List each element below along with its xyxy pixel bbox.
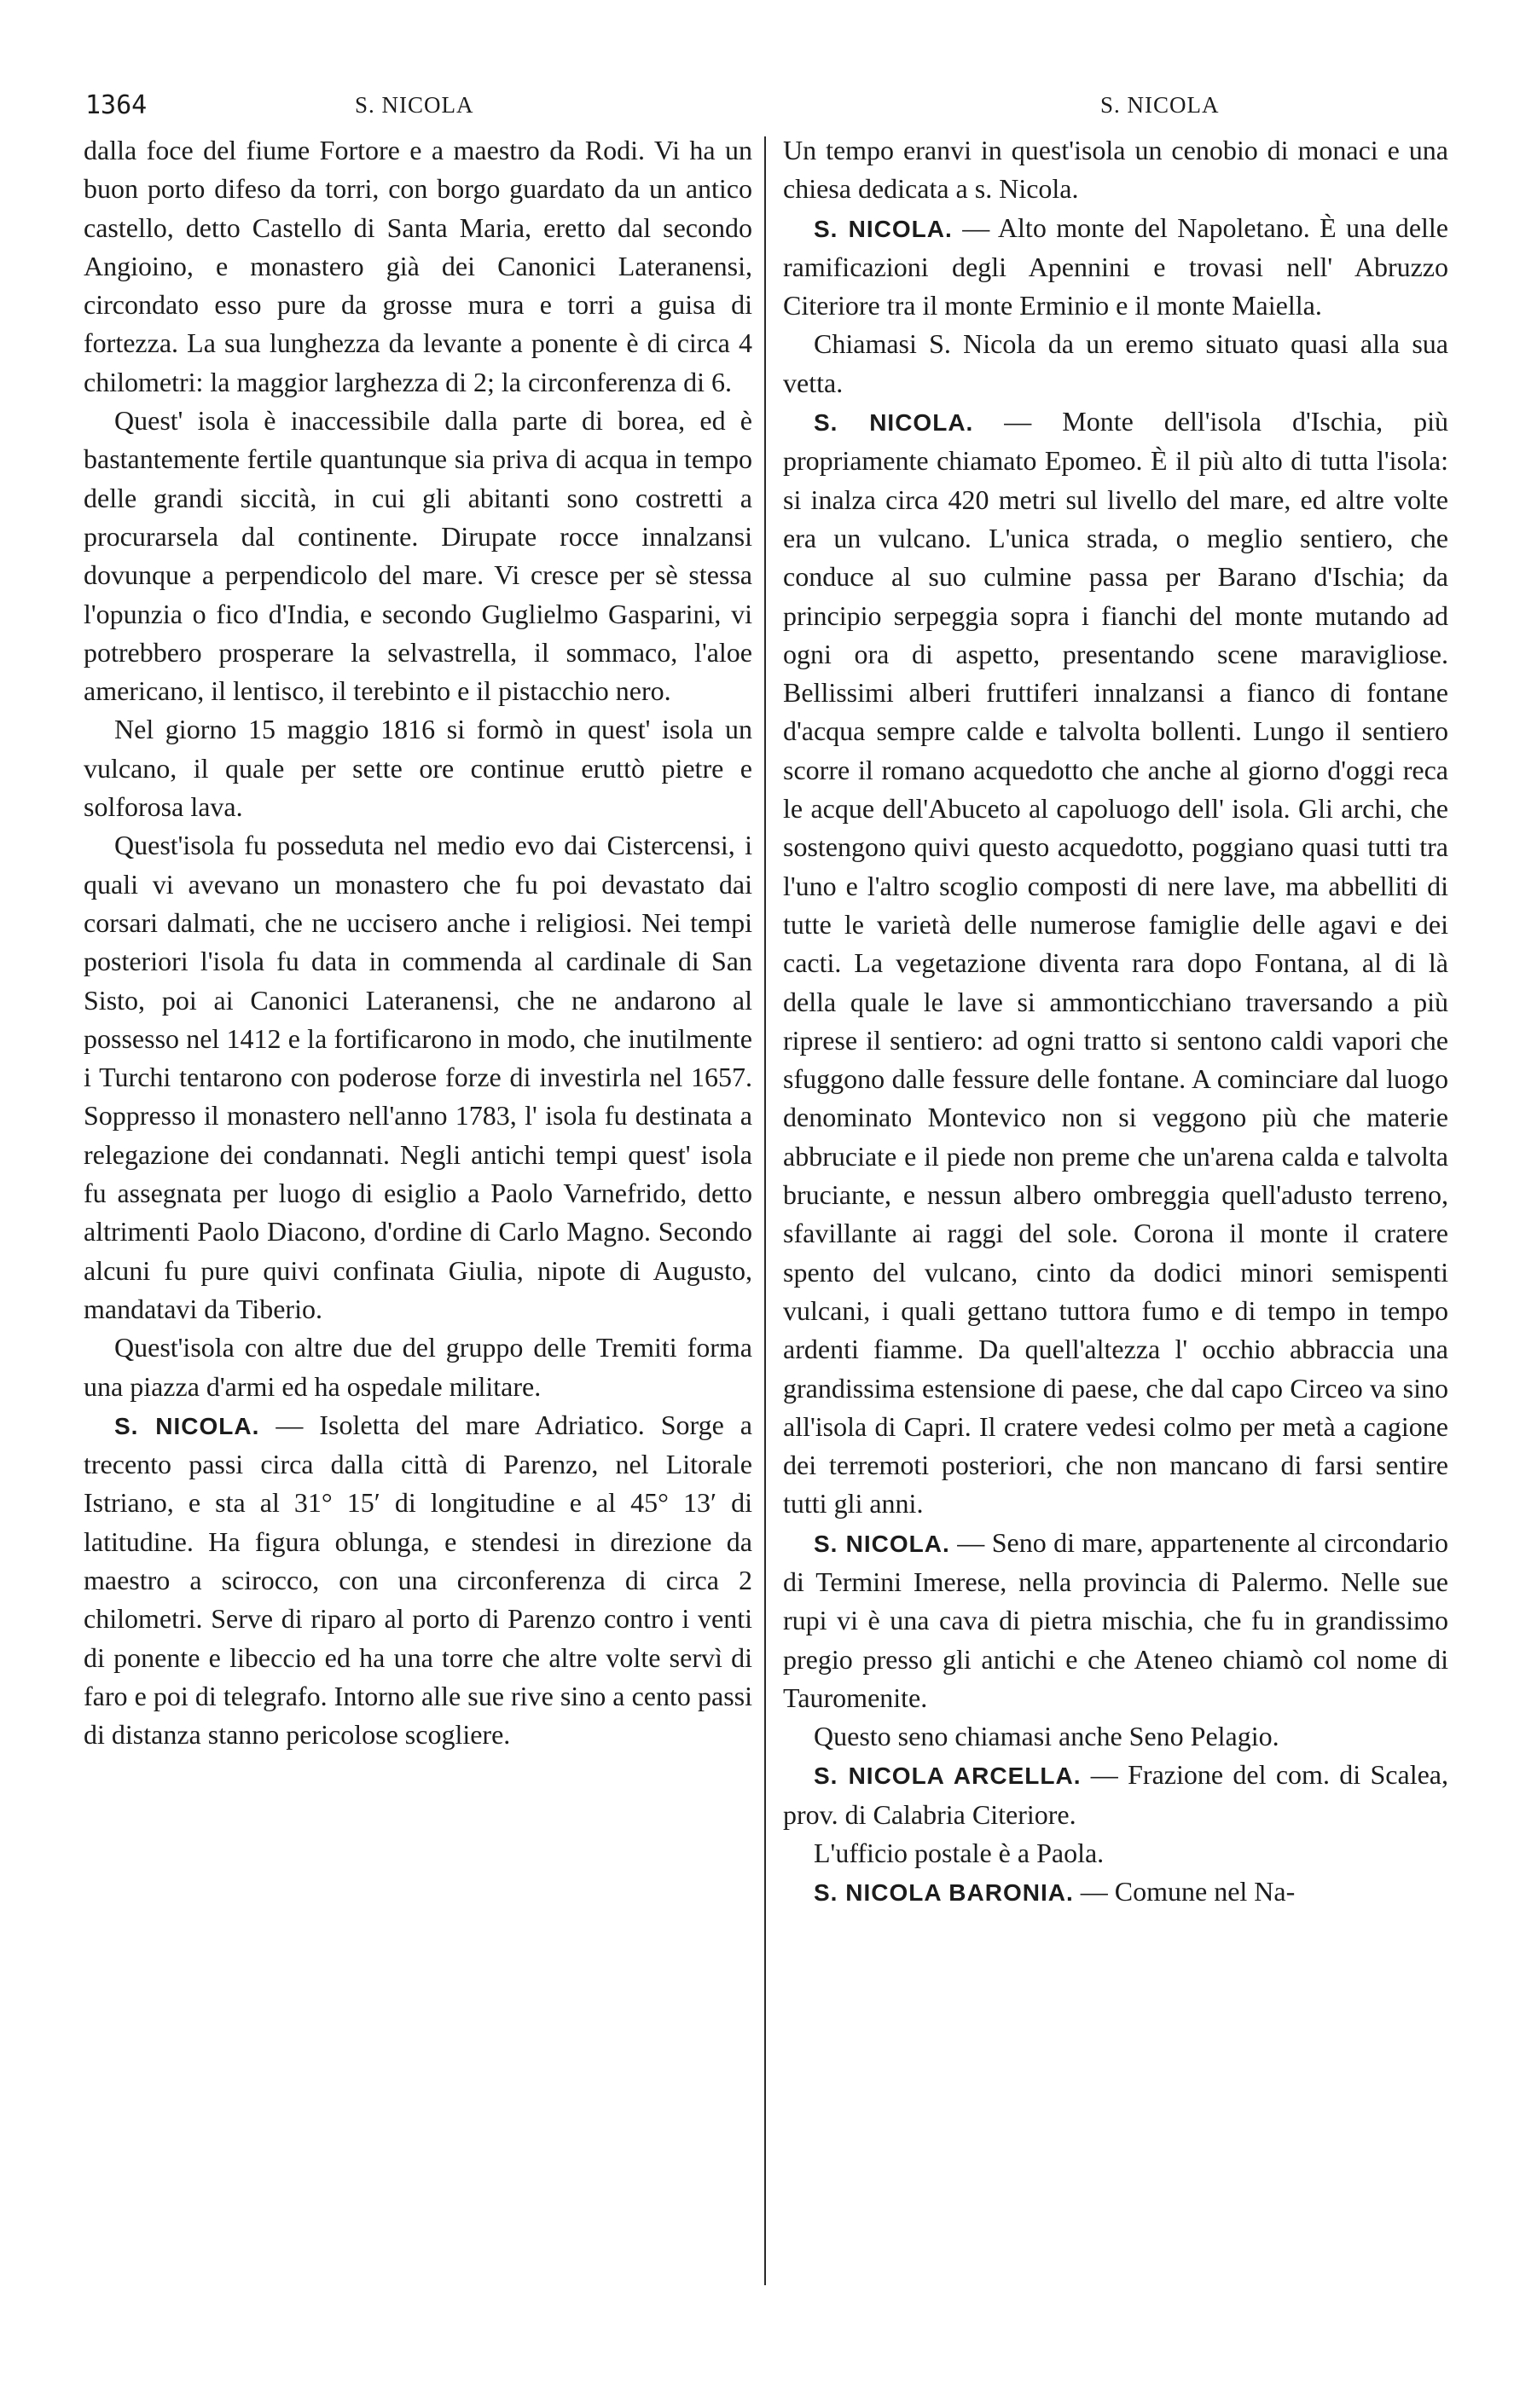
paragraph [84, 131, 752, 402]
paragraph-text: Quest'isola fu posseduta nel medio evo dai Cistercensi, i quali vi avevano un monastero che fu poi devastato dai corsari dalmati, che ne uccisero anche i religiosi. Nei tempi posteriori l'isola fu data in commenda al cardinale di San Sisto, poi ai Canonici Lateranensi, che ne andarono al possesso nel 1412 e la fortificarono in modo, che inutilmente i Turchi tentarono con poderose forze di investirla nel 1657. Soppresso il monastero nell'anno 1783, l' isola fu destinata a relegazione dei condannati. Negli antichi tempi quest' isola fu assegnata per luogo di esiglio a Paolo Varnefrido, detto altrimenti Paolo Diacono, d'ordine di Carlo Magno. Secondo alcuni fu pure quivi confinata Giulia, nipote di Augusto, mandatavi da Tiberio. [84, 830, 752, 1324]
paragraph [84, 402, 752, 710]
paragraph-text: Un tempo eranvi in quest'isola un cenobio di monaci e una chiesa dedicata a s. Nicola. [783, 135, 1448, 205]
paragraph [783, 1834, 1448, 1873]
right-running-head: S. NICOLA [1100, 92, 1220, 118]
paragraph-text: dalla foce del fiume Fortore e a maestro da Rodi. Vi ha un buon porto difeso da torri, con borgo guardato da un antico castello, detto Castello di Santa Maria, eretto dal secondo Angioino, e monastero già dei Canonici Lateranensi, circondato esso pure da grosse mura e torri a guisa di fortezza. La sua lunghezza da levante a ponente è di circa 4 chilometri: la maggior larghezza di 2; la circonferenza di 6. [84, 135, 752, 397]
paragraph-text: — Seno di mare, appartenente al circondario di Termini Imerese, nella provincia di Palermo. Nelle sue rupi vi è una cava di pietra mischia, che fu in grandissimo pregio presso gli antichi e che Ateneo chiamò col nome di Tauromenite. [783, 1526, 1449, 1713]
entry-headword: S. NICOLA. [814, 1530, 950, 1557]
column-divider [764, 136, 766, 2285]
paragraph-text: — Monte dell'isola d'Ischia, più propriamente chiamato Epomeo. È il più alto di tutta l'isola: si inalza circa 420 metri sul livello del mare, ed altre volte era un vulcano. L'unica strada, o meglio sentiero, che conduce al suo culmine passa per Barano d'Ischia; da principio serpeggia sopra i fianchi del monte mutando ad ogni ora di aspetto, presentando scene maravigliose. Bellissimi alberi fruttiferi innalzansi a fianco di fontane d'acqua sempre calde e talvolta bollenti. Lungo il sentiero scorre il romano acquedotto che anche al giorno d'oggi reca le acque dell'Abuceto al capoluogo dell' isola. Gli archi, che sostengono quivi questo acquedotto, poggiano quasi tutti tra l'uno e l'altro scoglio composti di nere lave, ma abbelliti di tutte le varietà delle numerose famiglie delle agavi e dei cacti. La vegetazione diventa rara dopo Fontana, al di là della quale le lave si ammonticchiano traversando a più riprese il sentiero: ad ogni tratto si sentono caldi vapori che sfuggono dalle fessure delle fontane. A cominciare dal luogo denominato Montevico non si veggono più che materie abbruciate e il piede non preme che un'arena calda e talvolta bruciante, e nessun albero ombreggia quell'adusto terreno, sfavillante ai raggi del sole. Corona il monte il cratere spento del vulcano, cinto da dodici minori semispenti vulcani, i quali gettano tuttora fumo e di tempo in tempo ardenti fiamme. Da quell'altezza l' occhio abbraccia una grandissima estensione di paese, che dal capo Circeo va sino all'isola di Capri. Il cratere vedesi colmo per metà a cagione dei terremoti posteriori, che non mancano di farsi sentire tutti gli anni. [783, 406, 1449, 1519]
entry-paragraph [783, 1524, 1448, 1717]
page-number: 1364 [85, 90, 148, 120]
paragraph-text: — Frazione del com. di Scalea, prov. di Calabria Citeriore. [783, 1759, 1448, 1830]
paragraph [84, 710, 752, 826]
entry-paragraph [783, 1873, 1448, 1912]
entry-headword: S. NICOLA ARCELLA. [814, 1763, 1082, 1790]
paragraph [84, 826, 752, 1328]
right-column [783, 131, 1448, 1913]
entry-headword: S. NICOLA. [814, 409, 974, 437]
paragraph-text: — Comune nel Na- [1073, 1876, 1296, 1907]
entry-headword: S. NICOLA BARONIA. [814, 1879, 1074, 1907]
entry-paragraph [783, 1756, 1448, 1834]
paragraph-text: — Alto monte del Napoletano. È una delle ramificazioni degli Apennini e trovasi nell' Abruzzo Citeriore tra il monte Erminio e il monte Maiella. [783, 211, 1449, 321]
entry-paragraph [783, 402, 1448, 1524]
entry-headword: S. NICOLA. [114, 1412, 260, 1439]
paragraph-text: — Isoletta del mare Adriatico. Sorge a trecento passi circa dalla città di Parenzo, nel Litorale Istriano, e sta al 31° 15′ di longitudine e al 45° 13′ di latitudine. Ha figura oblunga, e stendesi in direzione da maestro a scirocco, con una circonferenza di circa 2 chilometri. Serve di riparo al porto di Parenzo contro i venti di ponente e libeccio ed ha una torre che altre volte servì di faro e poi di telegrafo. Intorno alle sue rive sino a cento passi di distanza stanno pericolose scogliere. [84, 1409, 753, 1751]
entry-headword: S. NICOLA. [814, 215, 953, 242]
paragraph-text: Questo seno chiamasi anche Seno Pelagio. [814, 1721, 1279, 1752]
entry-paragraph [84, 1406, 752, 1755]
paragraph-text: L'ufficio postale è a Paola. [814, 1838, 1105, 1869]
left-running-head: S. NICOLA [355, 92, 474, 118]
left-column [84, 131, 752, 1754]
entry-paragraph [783, 209, 1448, 326]
paragraph [783, 1717, 1448, 1756]
paragraph [84, 1328, 752, 1406]
left-page-header [85, 90, 751, 124]
paragraph-text: Quest' isola è inaccessibile dalla parte di borea, ed è bastantemente fertile quantunque sia priva di acqua in tempo delle grandi siccità, in cui gli abitanti sono costretti a procurarsela dal continente. Dirupate rocce innalzansi dovunque a perpendicolo del mare. Vi cresce per sè stessa l'opunzia o fico d'India, e secondo Guglielmo Gasparini, vi potrebbero prosperare la selvastrella, il sommaco, l'aloe americano, il lentisco, il terebinto e il pistacchio nero. [84, 405, 752, 707]
paragraph-text: Chiamasi S. Nicola da un eremo situato quasi alla sua vetta. [783, 328, 1448, 398]
paragraph-text: Nel giorno 15 maggio 1816 si formò in quest' isola un vulcano, il quale per sette ore continue eruttò pietre e solforosa lava. [84, 714, 752, 823]
paragraph-text: Quest'isola con altre due del gruppo delle Tremiti forma una piazza d'armi ed ha ospedale militare. [84, 1332, 752, 1402]
paragraph [783, 131, 1448, 209]
paragraph [783, 325, 1448, 402]
